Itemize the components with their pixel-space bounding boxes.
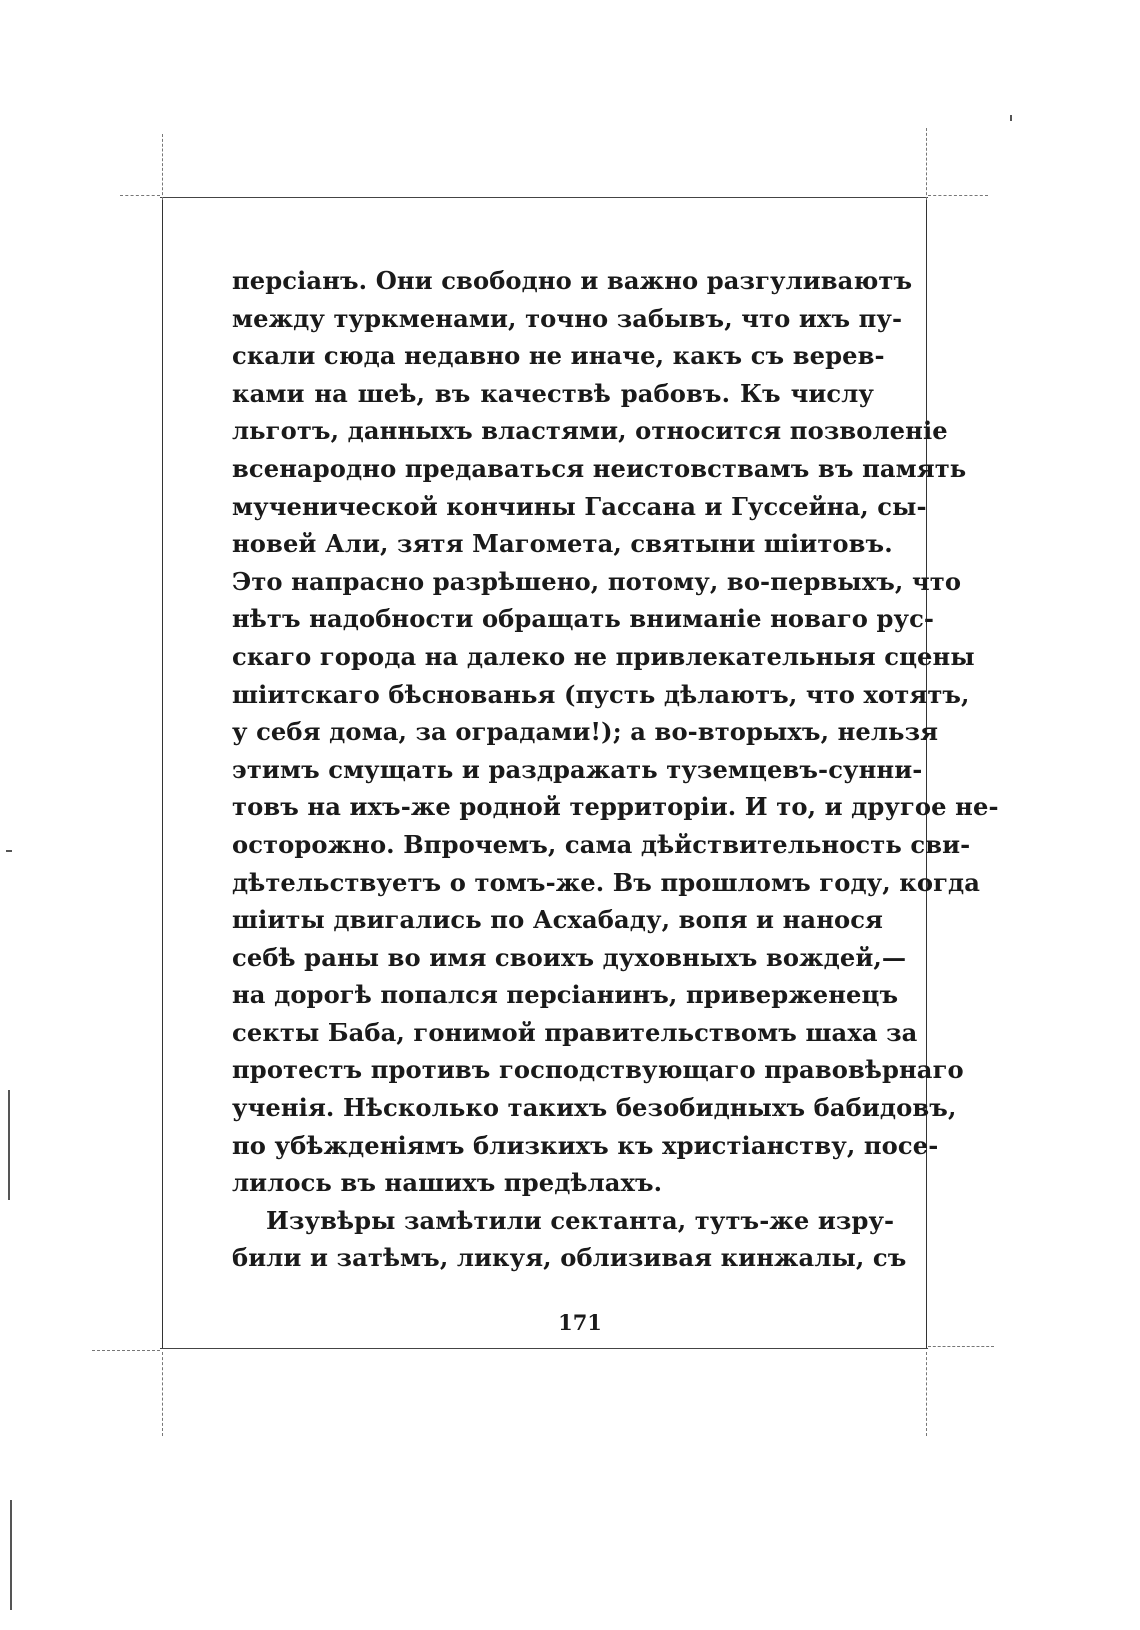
text-line: у себя дома, за оградами!); а во-вторыхъ, нельзя (232, 717, 939, 747)
text-line: между туркменами, точно забывъ, что ихъ пу- (232, 303, 903, 333)
top-rule-extension-right (928, 195, 988, 196)
text-line: шіитскаго бѣснованья (пусть дѣлаютъ, что хотятъ, (232, 679, 970, 709)
text-line: персіанъ. Они свободно и важно разгуливаютъ (232, 266, 913, 295)
paragraph-end-line: лилось въ нашихъ предѣлахъ. (232, 1168, 663, 1198)
text-line: Это напрасно разрѣшено, потому, во-первыхъ, что (232, 566, 962, 596)
scan-mark-left-edge-lower (10, 1500, 12, 1610)
text-line: льготъ, данныхъ властями, относится позволеніе (232, 416, 948, 446)
scan-mark-left-dash (6, 850, 12, 852)
page-number: 171 (558, 1310, 602, 1335)
text-line: всенародно предаваться неистовствамъ въ память (232, 453, 967, 483)
left-rule-top-stub (162, 134, 163, 200)
left-rule (162, 200, 163, 1348)
text-line: ученія. Нѣсколько такихъ безобидныхъ бабидовъ, (232, 1093, 957, 1123)
text-line: ками на шеѣ, въ качествѣ рабовъ. Къ числу (232, 378, 874, 408)
right-rule-top-stub (926, 128, 927, 200)
text-line: скаго города на далеко не привлекательныя сцены (232, 641, 975, 671)
bottom-rule (160, 1348, 928, 1349)
text-line: по убѣжденіямъ близкихъ къ христіанству, посе- (232, 1130, 939, 1160)
text-line: нѣтъ надобности обращать вниманіе новаго рус- (232, 604, 935, 634)
text-line: этимъ смущать и раздражать туземцевъ-сунни- (232, 754, 923, 784)
text-line: осторожно. Впрочемъ, сама дѣйствительность сви- (232, 829, 971, 859)
text-line: товъ на ихъ-же родной территоріи. И то, и другое не- (232, 792, 999, 822)
page-text (232, 262, 999, 1277)
text-line: протестъ противъ господствующаго правовѣрнаго (232, 1055, 964, 1085)
scan-mark-left-edge (8, 1090, 10, 1200)
top-rule-extension-left (120, 195, 160, 196)
top-rule (160, 197, 928, 198)
paragraph-start-line: Изувѣры замѣтили сектанта, тутъ-же изру- (266, 1205, 895, 1235)
left-rule-bottom-stub (162, 1352, 163, 1436)
bottom-rule-extension-right (928, 1346, 994, 1347)
text-line: скали сюда недавно не иначе, какъ съ верев- (232, 341, 885, 371)
bottom-rule-extension-left (92, 1350, 160, 1351)
text-line: на дорогѣ попался персіанинъ, приверженецъ (232, 980, 899, 1010)
text-line: дѣтельствуетъ о томъ-же. Въ прошломъ году, когда (232, 867, 981, 897)
text-line: били и затѣмъ, ликуя, облизивая кинжалы, съ (232, 1243, 907, 1273)
text-line: секты Баба, гонимой правительствомъ шаха за (232, 1017, 918, 1047)
right-rule (926, 200, 927, 1348)
text-line: мученической кончины Гассана и Гуссейна, сы- (232, 491, 927, 521)
text-line: шіиты двигались по Асхабаду, вопя и нанося (232, 905, 884, 935)
scan-mark-top-right (1010, 115, 1012, 121)
text-line: новей Али, зятя Магомета, святыни шіитовъ. (232, 529, 893, 559)
text-line: себѣ раны во имя своихъ духовныхъ вождей,— (232, 942, 907, 972)
right-rule-bottom-stub (926, 1352, 927, 1436)
